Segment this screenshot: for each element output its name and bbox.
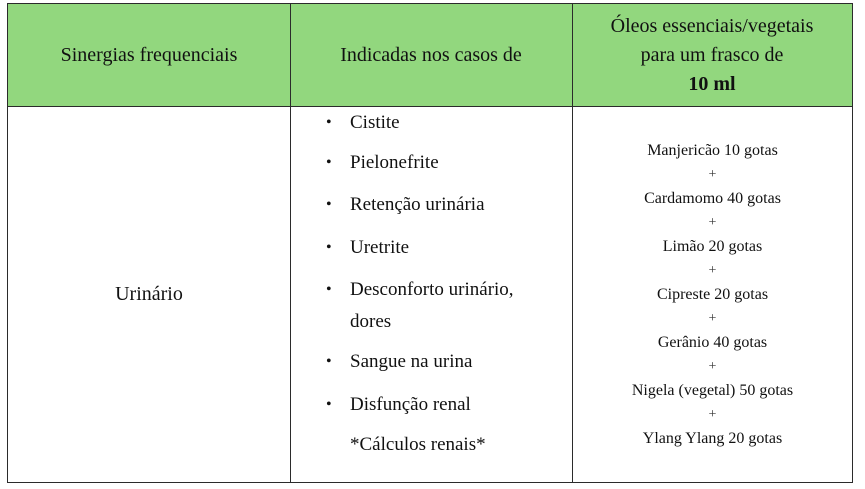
plus-separator: +: [708, 310, 717, 326]
list-item: • Uretrite: [320, 234, 555, 262]
oil-item: Cardamomo 40 gotas: [644, 189, 781, 207]
oil-item: Ylang Ylang 20 gotas: [642, 429, 783, 447]
list-item: • Desconforto urinário,: [320, 276, 555, 304]
list-item: • Sangue na urina: [320, 348, 555, 376]
plus-separator: +: [708, 358, 717, 374]
oil-item: Gerânio 40 gotas: [657, 333, 768, 351]
oil-item: Limão 20 gotas: [662, 237, 763, 255]
plus-separator: +: [708, 406, 717, 422]
header-oils-line2: para um frasco de: [640, 43, 784, 66]
list-item: • Cistite: [320, 109, 555, 137]
list-item: • Retenção urinária: [320, 191, 555, 219]
list-item: • Disfunção renal: [320, 391, 555, 419]
header-cell-synergies: [8, 4, 290, 106]
oil-item: Cipreste 20 gotas: [656, 285, 769, 303]
list-item-continuation: dores: [350, 311, 392, 332]
header-cell-oils: [572, 4, 852, 106]
indications-list: [320, 109, 555, 459]
column-divider-1: [290, 4, 291, 482]
plus-separator: +: [708, 214, 717, 230]
list-item-note: *Cálculos renais*: [350, 434, 486, 455]
header-oils-volume: 10 ml: [688, 72, 736, 95]
oils-cell: [573, 107, 852, 482]
header-indications-label: Indicadas nos casos de: [340, 43, 522, 66]
table-header-row: [8, 4, 852, 107]
plus-separator: +: [708, 262, 717, 278]
header-synergies-label: Sinergias frequenciais: [60, 43, 238, 66]
header-cell-indications: [290, 4, 572, 106]
oil-item: Manjericão 10 gotas: [647, 141, 778, 159]
header-oils-line1: Óleos essenciais/vegetais: [610, 14, 814, 37]
list-item: • Pielonefrite: [320, 149, 555, 177]
category-cell: [8, 107, 290, 482]
category-label: Urinário: [115, 283, 183, 305]
oil-item: Nigela (vegetal) 50 gotas: [631, 381, 794, 399]
plus-separator: +: [708, 166, 717, 182]
